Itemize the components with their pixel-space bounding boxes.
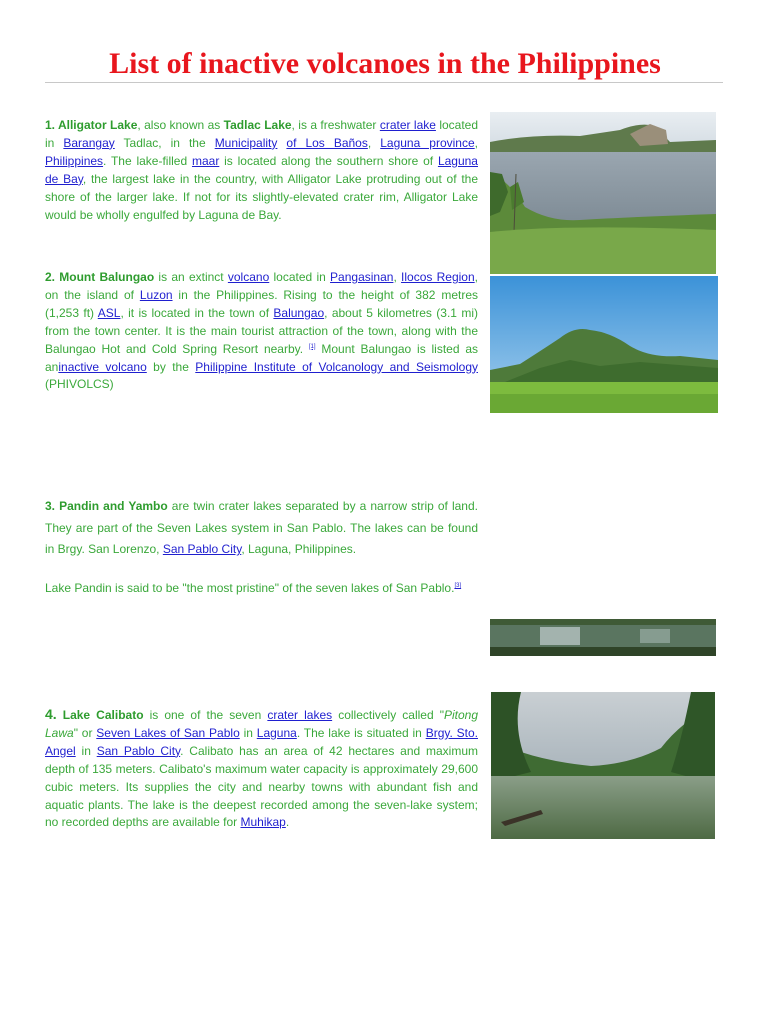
wiki-link[interactable]: volcano bbox=[227, 270, 270, 284]
body-text: . bbox=[285, 815, 290, 830]
wiki-link[interactable]: Laguna de Bay bbox=[45, 153, 478, 186]
body-text: is an extinct bbox=[154, 270, 228, 284]
body-text: in bbox=[75, 743, 97, 758]
entry-heading: Tadlac Lake bbox=[223, 118, 292, 132]
body-text: . Calibato has an area of 42 hectares and maximum depth of 135 meters. Calibato's maximum water capacity is approximately 29,600 cubic meters. Its supplies the city and nearby towns with abundant fish and aquatic plants. The lake is the deepest recorded among the seven-lake system; no recorded depths are available for bbox=[45, 743, 478, 830]
alligator-lake-photo bbox=[490, 112, 716, 274]
entry-mount-balungao bbox=[45, 269, 478, 394]
wiki-link[interactable]: Ilocos Region bbox=[401, 270, 475, 284]
body-text: located in bbox=[269, 270, 331, 284]
wiki-link[interactable]: Muhikap bbox=[240, 815, 286, 830]
body-text: . The lake is situated in bbox=[296, 725, 426, 740]
pandin-yambo-photo bbox=[490, 619, 716, 656]
entry-heading: 2. Mount Balungao bbox=[45, 270, 155, 284]
body-text: . The lake-filled bbox=[103, 153, 192, 168]
entry-heading: 3. Pandin and Yambo bbox=[45, 499, 168, 513]
wiki-link[interactable]: Pangasinan bbox=[330, 270, 394, 284]
wiki-link[interactable]: of Los Baños bbox=[286, 135, 368, 150]
page-title: List of inactive volcanoes in the Philippines bbox=[109, 47, 661, 80]
citation-link[interactable]: [3] bbox=[454, 583, 462, 589]
body-text: , about 5 kilometres (3.1 mi) from the town center. It is the main tourist attraction of the town, along with the Balungao Hot and Cold Spring Resort nearby. bbox=[45, 305, 478, 356]
wiki-link[interactable]: ASL bbox=[97, 305, 121, 320]
wiki-link[interactable]: Luzon bbox=[139, 287, 173, 302]
body-text: in bbox=[239, 725, 257, 740]
wiki-link[interactable]: Laguna province bbox=[380, 135, 475, 150]
body-text: located in bbox=[45, 118, 479, 150]
wiki-link[interactable]: Municipality bbox=[214, 135, 278, 150]
mount-balungao-photo bbox=[490, 276, 718, 413]
body-text: " or bbox=[73, 725, 97, 740]
lake-calibato-photo bbox=[491, 692, 715, 839]
body-text: Tadlac, in the bbox=[114, 135, 215, 150]
wiki-link[interactable]: Brgy. Sto. Angel bbox=[45, 725, 478, 758]
entry-alligator-lake bbox=[45, 117, 478, 224]
body-text: Mount Balungao is listed as an bbox=[45, 341, 479, 374]
body-text: , is a freshwater bbox=[291, 118, 380, 132]
wiki-link[interactable]: maar bbox=[191, 153, 220, 168]
body-text: Lake Pandin is said to be "the most pristine" of the seven lakes of San Pablo. bbox=[45, 581, 455, 595]
body-text: is located along the southern shore of bbox=[219, 153, 438, 168]
body-text: , bbox=[474, 135, 478, 150]
wiki-link[interactable]: inactive volcano bbox=[58, 359, 147, 374]
body-text: in the Philippines. Rising to the height of 382 metres (1,253 ft) bbox=[45, 287, 478, 320]
wiki-link[interactable]: Seven Lakes of San Pablo bbox=[96, 725, 240, 740]
body-text: are twin crater lakes separated by a narrow strip of land. They are part of the Seven Lakes system in San Pablo. The lakes can be found in Brgy. San Lorenzo, bbox=[45, 499, 478, 556]
body-text: , also known as bbox=[137, 118, 224, 132]
title-divider bbox=[45, 82, 723, 83]
body-text: collectively called " bbox=[332, 708, 444, 722]
body-text: is one of the seven bbox=[143, 708, 268, 722]
wiki-link[interactable]: San Pablo City bbox=[96, 743, 181, 758]
body-text: by the bbox=[146, 359, 196, 374]
entry-pandin-yambo bbox=[45, 496, 478, 561]
wiki-link[interactable]: Philippine Institute of Volcanology and Seismology bbox=[195, 359, 478, 374]
wiki-link[interactable]: crater lakes bbox=[267, 708, 333, 722]
entry-heading: Lake Calibato bbox=[56, 708, 144, 722]
entry-heading: 1. Alligator Lake bbox=[45, 118, 138, 132]
wiki-link[interactable]: San Pablo City bbox=[162, 542, 242, 556]
entry-lake-calibato bbox=[45, 706, 478, 832]
entry-pandin-note bbox=[45, 578, 478, 600]
entry-number: 4. bbox=[45, 706, 57, 722]
wiki-link[interactable]: crater lake bbox=[379, 118, 436, 132]
body-text: , bbox=[367, 135, 381, 150]
wiki-link[interactable]: Balungao bbox=[273, 305, 325, 320]
wiki-link[interactable]: Laguna bbox=[256, 725, 297, 740]
body-text: , Laguna, Philippines. bbox=[241, 542, 357, 556]
body-text: , on the island of bbox=[45, 270, 479, 302]
wiki-link[interactable]: Philippines bbox=[45, 153, 104, 168]
body-text: (PHIVOLCS) bbox=[45, 377, 114, 392]
body-text: , bbox=[393, 270, 402, 284]
body-text: , the largest lake in the country, with Alligator Lake protruding out of the shore of the larger lake. If not for its slightly-elevated crater rim, Alligator Lake would be wholly engulfed by Laguna de Bay. bbox=[45, 171, 478, 222]
italic-term: Pitong Lawa bbox=[45, 708, 479, 740]
citation-link[interactable]: [1] bbox=[308, 343, 316, 350]
wiki-link[interactable]: Barangay bbox=[63, 135, 115, 150]
body-text: , it is located in the town of bbox=[120, 305, 274, 320]
